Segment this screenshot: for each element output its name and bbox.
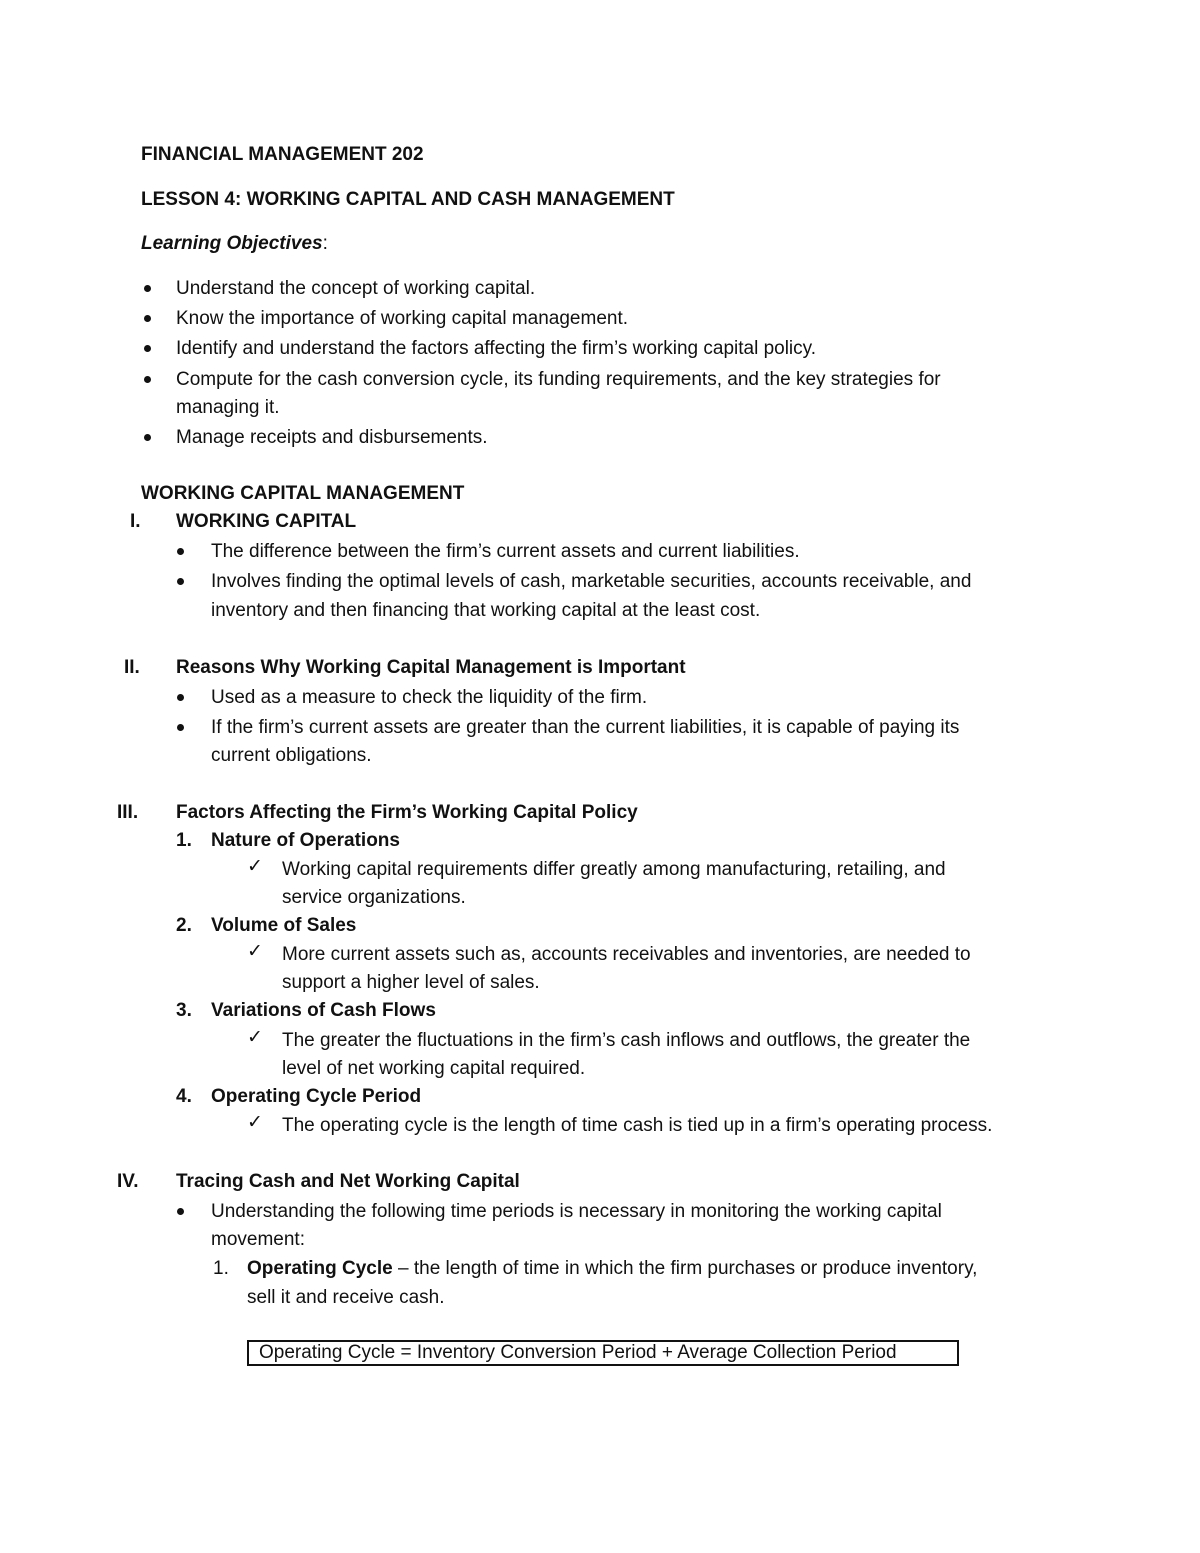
objective-item: Manage receipts and disbursements.	[176, 427, 488, 448]
factor-number: 4.	[176, 1086, 192, 1107]
factor-number: 1.	[176, 830, 192, 851]
section-numeral: IV.	[117, 1171, 139, 1192]
bullet-icon	[177, 578, 184, 585]
factor-text: More current assets such as, accounts receivables and inventories, are needed to	[282, 944, 971, 965]
objectives-heading-colon: :	[322, 233, 328, 254]
section-title: Factors Affecting the Firm’s Working Capital Policy	[176, 802, 638, 823]
formula-box	[247, 1340, 959, 1366]
bullet-icon	[144, 285, 151, 292]
section-title: WORKING CAPITAL	[176, 511, 357, 532]
objective-item: Understand the concept of working capital.	[176, 278, 536, 299]
bullet-text: Used as a measure to check the liquidity of the firm.	[211, 687, 648, 708]
factor-name: Volume of Sales	[211, 915, 357, 936]
sub-item-term: Operating Cycle	[247, 1258, 393, 1279]
checkmark-icon: ✓	[247, 941, 263, 962]
objective-item-cont: managing it.	[176, 397, 280, 418]
bullet-icon	[177, 548, 184, 555]
bullet-text: Understanding the following time periods is necessary in monitoring the working capital	[211, 1201, 942, 1222]
section-numeral: II.	[124, 657, 140, 678]
bullet-icon	[177, 694, 184, 701]
bullet-icon	[144, 315, 151, 322]
section-heading: WORKING CAPITAL MANAGEMENT	[141, 483, 465, 504]
formula-text: Operating Cycle = Inventory Conversion Period + Average Collection Period	[259, 1342, 897, 1363]
bullet-icon	[177, 1208, 184, 1215]
bullet-icon	[144, 376, 151, 383]
factor-text: Working capital requirements differ greatly among manufacturing, retailing, and	[282, 859, 946, 880]
section-title: Reasons Why Working Capital Management is Important	[176, 657, 686, 678]
factor-text: The operating cycle is the length of time cash is tied up in a firm’s operating process.	[282, 1115, 993, 1136]
bullet-text: Involves finding the optimal levels of cash, marketable securities, accounts receivable, and	[211, 571, 972, 592]
factor-number: 3.	[176, 1000, 192, 1021]
factor-number: 2.	[176, 915, 192, 936]
bullet-icon	[177, 724, 184, 731]
objectives-heading-text: Learning Objectives	[141, 233, 323, 254]
objective-item: Compute for the cash conversion cycle, its funding requirements, and the key strategies for	[176, 369, 941, 390]
factor-name: Nature of Operations	[211, 830, 400, 851]
checkmark-icon: ✓	[247, 1112, 263, 1133]
factor-text-cont: support a higher level of sales.	[282, 972, 540, 993]
objective-item: Know the importance of working capital management.	[176, 308, 629, 329]
bullet-text-cont: inventory and then financing that working capital at the least cost.	[211, 600, 761, 621]
sub-item	[247, 1257, 977, 1281]
factor-text-cont: service organizations.	[282, 887, 466, 908]
checkmark-icon: ✓	[247, 1027, 263, 1048]
bullet-text: The difference between the firm’s current assets and current liabilities.	[211, 541, 800, 562]
sub-item-definition: – the length of time in which the firm purchases or produce inventory,	[392, 1258, 978, 1279]
factor-text: The greater the fluctuations in the firm’s cash inflows and outflows, the greater the	[282, 1030, 971, 1051]
checkmark-icon: ✓	[247, 856, 263, 877]
objective-item: Identify and understand the factors affecting the firm’s working capital policy.	[176, 338, 817, 359]
section-title: Tracing Cash and Net Working Capital	[176, 1171, 520, 1192]
bullet-text-cont: current obligations.	[211, 745, 372, 766]
lesson-title: LESSON 4: WORKING CAPITAL AND CASH MANAGEMENT	[141, 189, 675, 210]
bullet-text: If the firm’s current assets are greater than the current liabilities, it is capable of paying its	[211, 717, 960, 738]
sub-item-definition-cont: sell it and receive cash.	[247, 1287, 445, 1308]
factor-text-cont: level of net working capital required.	[282, 1058, 586, 1079]
sub-item-number: 1.	[213, 1258, 229, 1279]
factor-name: Operating Cycle Period	[211, 1086, 422, 1107]
section-numeral: III.	[117, 802, 139, 823]
section-numeral: I.	[130, 511, 141, 532]
bullet-icon	[144, 434, 151, 441]
bullet-icon	[144, 345, 151, 352]
bullet-text-cont: movement:	[211, 1229, 305, 1250]
objectives-heading	[141, 232, 328, 256]
factor-name: Variations of Cash Flows	[211, 1000, 436, 1021]
course-title: FINANCIAL MANAGEMENT 202	[141, 144, 424, 165]
